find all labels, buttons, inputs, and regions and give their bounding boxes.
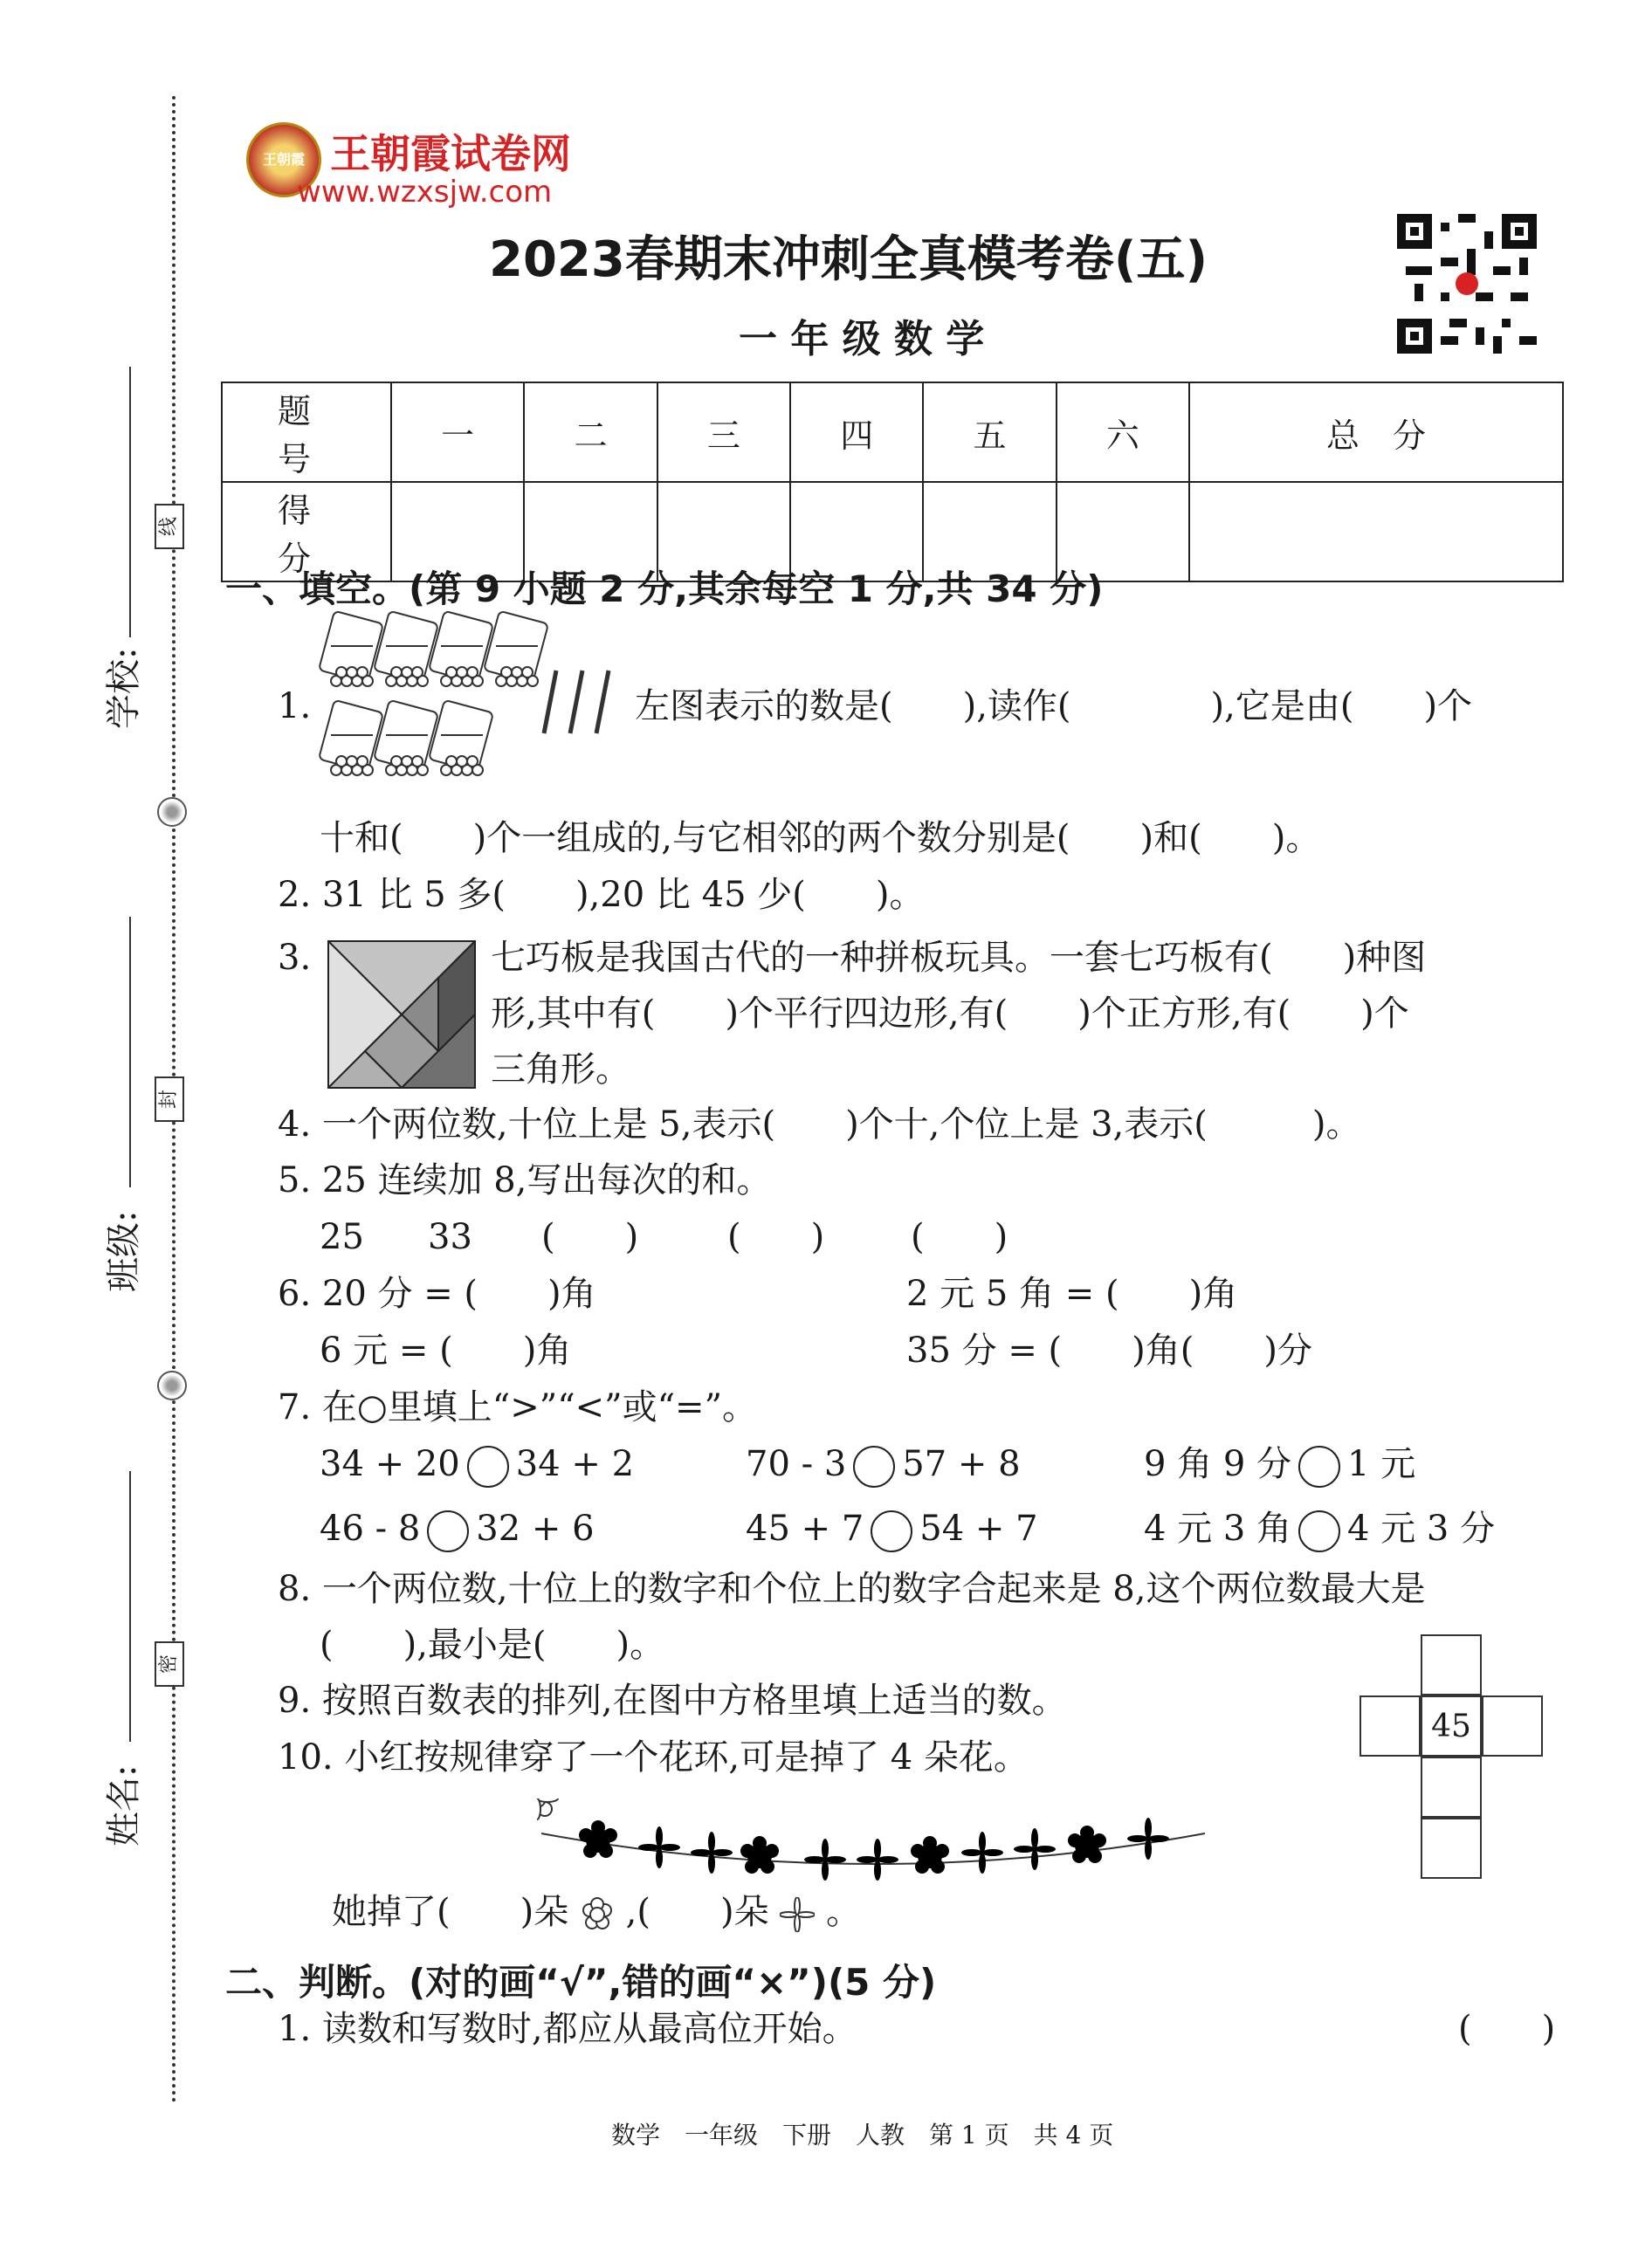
score-table-header: 总 分 <box>1189 382 1563 482</box>
q1-line2: 十和( )个一组成的,与它相邻的两个数分别是( )和( )。 <box>320 818 1321 858</box>
name-label: 姓名: <box>104 1764 144 1847</box>
q5-seq-item: 33 <box>428 1217 472 1257</box>
q5: 5. 25 连续加 8,写出每次的和。 <box>278 1160 772 1200</box>
flower-garland-icon <box>537 1799 1209 1886</box>
grid-cell[interactable] <box>1482 1695 1543 1757</box>
grid-cell-center: 45 <box>1421 1695 1482 1757</box>
q10-answer: 她掉了( )朵 ,( )朵 。 <box>332 1892 862 1932</box>
q9: 9. 按照百数表的排列,在图中方格里填上适当的数。 <box>278 1681 1067 1721</box>
q6-a: 6. 20 分 = ( )角 <box>278 1274 596 1314</box>
q7-item: 46 - 8 32 + 6 <box>320 1510 595 1552</box>
q7-item: 70 - 3 57 + 8 <box>746 1446 1021 1488</box>
grid-cell[interactable] <box>1421 1634 1482 1695</box>
cut-mark-xian: 线 <box>155 504 184 549</box>
grid-cell[interactable] <box>1359 1695 1421 1757</box>
q6-c: 6 元 = ( )角 <box>320 1331 572 1371</box>
q7-item: 45 + 7 54 + 7 <box>746 1510 1038 1552</box>
score-table-header: 三 <box>657 382 790 482</box>
grid-cell[interactable] <box>1421 1757 1482 1818</box>
q5-seq-blank[interactable]: ( ) <box>911 1217 1008 1257</box>
compare-circle[interactable] <box>1298 1510 1340 1552</box>
score-table-header: 一 <box>391 382 524 482</box>
binding-ornament-icon <box>157 797 187 827</box>
section2-q1: 1. 读数和写数时,都应从最高位开始。 <box>278 2009 857 2049</box>
q3-number: 3. <box>278 938 312 978</box>
name-underline <box>129 1471 131 1742</box>
q7-item: 9 角 9 分 1 元 <box>1144 1446 1415 1488</box>
score-table-header: 二 <box>524 382 657 482</box>
q10: 10. 小红按规律穿了一个花环,可是掉了 4 朵花。 <box>278 1737 1029 1778</box>
score-table-header: 题 号 <box>222 382 391 482</box>
brand-url[interactable]: www.wzxsjw.com <box>297 175 553 210</box>
section2-q1-blank[interactable]: ( ) <box>1458 2009 1556 2049</box>
leaf-cross-icon <box>780 1897 815 1932</box>
q3-line2: 形,其中有( )个平行四边形,有( )个正方形,有( )个 <box>491 994 1409 1034</box>
flower-icon <box>580 1897 615 1932</box>
section1-heading: 一、填空。(第 9 小题 2 分,其余每空 1 分,共 34 分) <box>225 567 1104 610</box>
q7: 7. 在○里填上“>”“<”或“=”。 <box>278 1387 758 1427</box>
score-row-label: 得 分 <box>222 482 391 581</box>
q7-item: 4 元 3 角 4 元 3 分 <box>1144 1510 1495 1552</box>
score-cell[interactable] <box>1189 482 1563 581</box>
tangram-icon <box>327 940 476 1089</box>
page-title: 2023春期末冲刺全真模考卷(五) <box>489 231 1208 288</box>
class-label: 班级: <box>104 1210 144 1292</box>
school-underline <box>129 367 131 637</box>
brand-name: 王朝霞试卷网 <box>330 130 571 177</box>
q5-seq-blank[interactable]: ( ) <box>541 1217 639 1257</box>
q6-b: 2 元 5 角 = ( )角 <box>906 1274 1238 1314</box>
q2: 2. 31 比 5 多( ),20 比 45 少( )。 <box>278 875 925 915</box>
class-underline <box>129 917 131 1187</box>
score-table-header: 五 <box>923 382 1056 482</box>
score-table <box>221 382 1564 582</box>
q5-seq-blank[interactable]: ( ) <box>727 1217 825 1257</box>
brand-logo-icon: 王朝霞 <box>246 122 321 197</box>
cut-mark-mi: 密 <box>155 1641 184 1687</box>
score-table-header: 四 <box>790 382 923 482</box>
section2-heading: 二、判断。(对的画“√”,错的画“×”)(5 分) <box>225 1961 937 2004</box>
grid-cell[interactable] <box>1421 1818 1482 1879</box>
q1-number: 1. <box>278 686 312 726</box>
page-footer: 数学 一年级 下册 人教 第 1 页 共 4 页 <box>611 2121 1114 2149</box>
school-label: 学校: <box>104 647 144 729</box>
q3-line1: 七巧板是我国古代的一种拼板玩具。一套七巧板有( )种图 <box>491 938 1427 978</box>
compare-circle[interactable] <box>871 1510 912 1552</box>
cut-mark-feng: 封 <box>155 1076 184 1122</box>
q4: 4. 一个两位数,十位上是 5,表示( )个十,个位上是 3,表示( )。 <box>278 1104 1361 1145</box>
stick-bundles-icon <box>319 611 637 803</box>
q3-line3: 三角形。 <box>491 1049 630 1090</box>
compare-circle[interactable] <box>1298 1446 1340 1488</box>
binding-ornament-icon <box>157 1371 187 1400</box>
compare-circle[interactable] <box>467 1446 509 1488</box>
compare-circle[interactable] <box>427 1510 469 1552</box>
page-subtitle: 一 年 级 数 学 <box>739 317 985 361</box>
q7-item: 34 + 20 34 + 2 <box>320 1446 634 1488</box>
compare-circle[interactable] <box>853 1446 895 1488</box>
q5-seq-item: 25 <box>320 1217 364 1257</box>
score-table-header: 六 <box>1057 382 1189 482</box>
q8-line1: 8. 一个两位数,十位上的数字和个位上的数字合起来是 8,这个两位数最大是 <box>278 1569 1426 1609</box>
q1-line1: 左图表示的数是( ),读作( ),它是由( )个 <box>635 686 1473 726</box>
q8-line2: ( ),最小是( )。 <box>320 1625 665 1665</box>
q6-d: 35 分 = ( )角( )分 <box>906 1331 1312 1371</box>
qr-code-icon <box>1397 214 1537 354</box>
